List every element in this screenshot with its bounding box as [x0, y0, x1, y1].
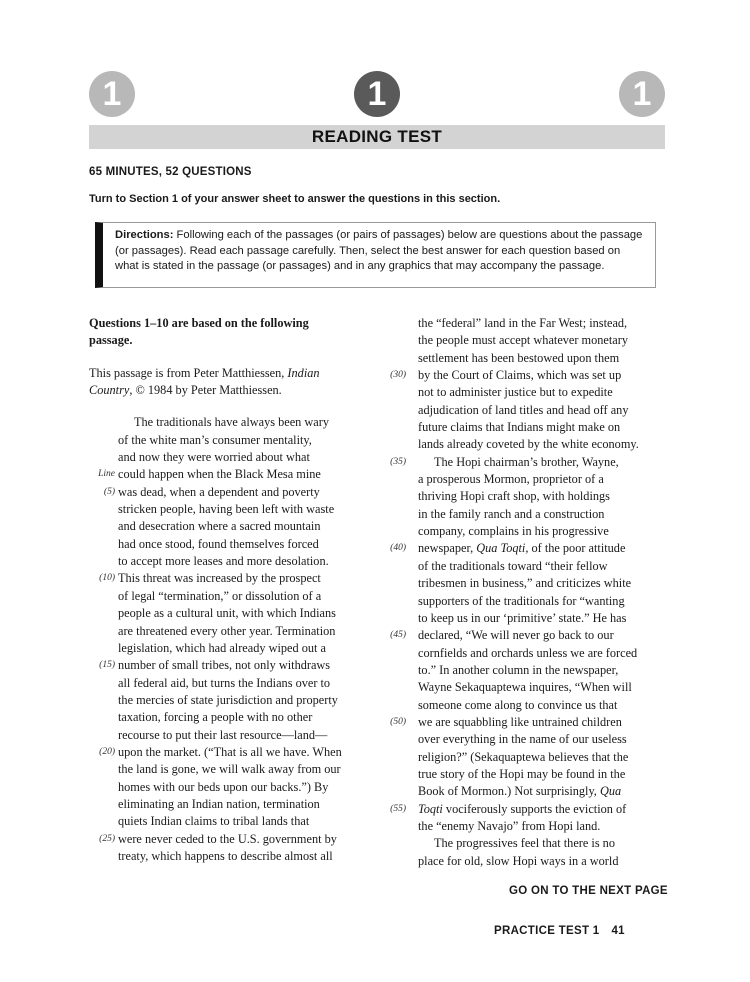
line-text: lands already coveted by the white economy.	[418, 437, 639, 452]
passage-line	[418, 402, 668, 419]
line-text: someone come along to convince us that	[418, 697, 618, 712]
line-text: over everything in the name of our useless	[418, 732, 627, 747]
section-number: 1	[632, 74, 652, 113]
line-text: could happen when the Black Mesa mine	[118, 467, 321, 482]
passage-line	[418, 749, 668, 766]
passage-source	[89, 365, 371, 400]
passage-line	[89, 501, 371, 518]
passage-line	[89, 536, 371, 553]
passage-line	[89, 848, 371, 865]
line-text: all federal aid, but turns the Indians over to	[118, 675, 331, 690]
passage-line	[89, 675, 371, 692]
passage-line	[89, 553, 371, 570]
line-text: and desecration where a sacred mountain	[118, 519, 321, 534]
line-text: legislation, which had already wiped out a	[118, 640, 326, 655]
passage-line	[418, 662, 668, 679]
passage-line	[89, 432, 371, 449]
passage-line	[89, 570, 371, 587]
line-text: people as a cultural unit, with which Indians	[118, 606, 336, 621]
line-text: to.” In another column in the newspaper,	[418, 662, 619, 677]
line-text: true story of the Hopi may be found in the	[418, 766, 626, 781]
passage-line	[89, 831, 371, 848]
line-text: and now they were worried about what	[118, 450, 310, 465]
line-number: (40)	[390, 543, 406, 554]
line-text: are threatened every other year. Termination	[118, 623, 336, 638]
passage-line	[89, 796, 371, 813]
section-badge-left	[89, 71, 135, 117]
line-number: (35)	[390, 456, 406, 467]
line-text: recourse to put their last resource—land—	[118, 727, 328, 742]
passage-line	[418, 315, 668, 332]
line-number: Line	[98, 469, 115, 480]
passage-line	[418, 731, 668, 748]
directions-label: Directions:	[115, 229, 174, 241]
source-book-title: Indian	[287, 365, 320, 380]
passage-line	[418, 679, 668, 696]
passage-line	[89, 692, 371, 709]
newspaper-title: Qua Toqti,	[476, 541, 529, 556]
line-number: (5)	[103, 486, 115, 497]
line-text: the “enemy Navajo” from Hopi land.	[418, 818, 601, 833]
line-number: (20)	[99, 746, 115, 757]
passage-line	[418, 853, 668, 870]
line-text: in the family ranch and a construction	[418, 506, 605, 521]
passage-line	[418, 766, 668, 783]
line-text: to accept more leases and more desolation.	[118, 554, 329, 569]
passage-line	[89, 709, 371, 726]
test-title-bar	[89, 125, 665, 149]
passage-column-right	[390, 315, 668, 870]
passage-line	[89, 761, 371, 778]
passage-line	[89, 623, 371, 640]
newspaper-title: Toqti	[418, 801, 443, 816]
line-text: the “federal” land in the Far West; instead,	[418, 316, 628, 330]
passage-line	[390, 367, 668, 384]
passage-line	[418, 419, 668, 436]
line-text: were never ceded to the U.S. government by	[118, 831, 337, 846]
line-text: stricken people, having been left with waste	[118, 502, 335, 517]
passage-line	[390, 540, 668, 557]
passage-line	[89, 588, 371, 605]
line-number: (25)	[99, 833, 115, 844]
line-text: quiets Indian claims to tribal lands that	[118, 814, 310, 829]
page-footer	[494, 925, 625, 937]
line-text: place for old, slow Hopi ways in a world	[418, 853, 619, 868]
passage-line	[418, 575, 668, 592]
questions-heading-line: passage.	[89, 333, 133, 348]
passage-line	[418, 697, 668, 714]
passage-line	[418, 471, 668, 488]
line-text: not to administer justice but to expedite	[418, 385, 613, 400]
passage-line	[89, 813, 371, 830]
line-text: the mercies of state jurisdiction and property	[118, 692, 338, 707]
line-text: we are squabbling like untrained children	[418, 714, 622, 729]
time-and-questions: 65 MINUTES, 52 QUESTIONS	[89, 166, 252, 178]
line-text: taxation, forcing a people with no other	[118, 710, 313, 725]
passage-text-left	[89, 414, 371, 865]
line-text: treaty, which happens to describe almost all	[118, 848, 333, 863]
line-text: supporters of the traditionals for “wanting	[418, 593, 625, 608]
line-text: settlement has been bestowed upon them	[418, 350, 620, 365]
passage-line	[418, 436, 668, 453]
answer-sheet-instruction: Turn to Section 1 of your answer sheet to answer the questions in this section.	[89, 193, 501, 205]
source-text: , © 1984 by Peter Matthiessen.	[129, 383, 282, 398]
line-text: thriving Hopi craft shop, with holdings	[418, 489, 610, 504]
line-text: cornfields and orchards unless we are forced	[418, 645, 638, 660]
line-text: future claims that Indians might make on	[418, 420, 621, 435]
questions-heading-line: Questions 1–10 are based on the following	[89, 316, 309, 330]
line-text: of the poor attitude	[528, 541, 626, 556]
passage-line	[89, 744, 371, 761]
line-text: The Hopi chairman’s brother, Wayne,	[434, 454, 619, 469]
passage-line	[89, 779, 371, 796]
passage-line	[89, 484, 371, 501]
line-text: The traditionals have always been wary	[134, 415, 329, 430]
passage-line	[89, 518, 371, 535]
line-text: company, complains in his progressive	[418, 524, 609, 539]
passage-line	[89, 657, 371, 674]
line-text: Book of Mormon.) Not surprisingly,	[418, 784, 600, 799]
line-text: This threat was increased by the prospect	[118, 571, 321, 586]
passage-line	[418, 523, 668, 540]
passage-line	[418, 506, 668, 523]
passage-line	[418, 610, 668, 627]
line-text: had once stood, found themselves forced	[118, 536, 319, 551]
passage-line	[418, 384, 668, 401]
passage-line	[89, 449, 371, 466]
source-book-title: Country	[89, 383, 130, 398]
line-number: (45)	[390, 630, 406, 641]
line-text: number of small tribes, not only withdraws	[118, 658, 331, 673]
line-text: tribesmen in business,” and criticizes white	[418, 576, 632, 591]
line-text: declared, “We will never go back to our	[418, 628, 614, 643]
line-text: adjudication of land titles and head off any	[418, 402, 629, 417]
passage-line	[89, 414, 371, 431]
passage-line	[418, 645, 668, 662]
passage-line	[418, 332, 668, 349]
line-text: by the Court of Claims, which was set up	[418, 368, 622, 383]
line-text: the people must accept whatever monetary	[418, 333, 628, 348]
source-text: This passage is from Peter Matthiessen,	[89, 365, 288, 380]
line-text: newspaper,	[418, 541, 477, 556]
line-number: (10)	[99, 573, 115, 584]
line-number: (50)	[390, 716, 406, 727]
passage-line	[418, 593, 668, 610]
passage-line	[89, 640, 371, 657]
passage-line	[418, 350, 668, 367]
passage-line	[390, 454, 668, 471]
line-number: (15)	[99, 660, 115, 671]
directions-box	[95, 222, 656, 288]
line-number: (30)	[390, 370, 406, 381]
passage-line	[390, 627, 668, 644]
directions-text: Following each of the passages (or pairs of passages) below are questions about the passage (or passages). Read each passage carefully. Then, select the best answer for each question based on what is stated in the passage (or passages) and in any graphics that may accompany the passage.	[115, 229, 643, 273]
line-text: eliminating an Indian nation, termination	[118, 796, 320, 811]
passage-line	[89, 727, 371, 744]
line-text: a prosperous Mormon, proprietor of a	[418, 472, 604, 487]
line-text: the land is gone, we will walk away from our	[118, 762, 341, 777]
test-title: READING TEST	[311, 127, 443, 146]
passage-line	[89, 466, 371, 483]
passage-line	[418, 558, 668, 575]
line-number: (55)	[390, 803, 406, 814]
line-text: of legal “termination,” or dissolution of a	[118, 588, 322, 603]
questions-heading	[89, 315, 371, 350]
passage-line	[418, 488, 668, 505]
passage-line	[418, 835, 668, 852]
line-text: upon the market. (“That is all we have. When	[118, 744, 342, 759]
section-number: 1	[367, 74, 387, 113]
newspaper-title: Qua	[599, 784, 622, 799]
line-text: of the white man’s consumer mentality,	[118, 432, 312, 447]
section-badge-center	[354, 71, 400, 117]
passage-line	[390, 801, 668, 818]
footer-test-label: PRACTICE TEST 1	[494, 925, 600, 937]
line-text: The progressives feel that there is no	[434, 836, 615, 851]
line-text: Wayne Sekaquaptewa inquires, “When will	[418, 680, 632, 695]
line-text: homes with our beds upon our backs.”) By	[118, 779, 329, 794]
passage-line	[418, 783, 668, 800]
go-on-notice: GO ON TO THE NEXT PAGE	[509, 885, 668, 897]
page-number: 41	[611, 925, 625, 937]
passage-line	[390, 714, 668, 731]
section-badge-right	[619, 71, 665, 117]
passage-line	[89, 605, 371, 622]
line-text: was dead, when a dependent and poverty	[118, 484, 320, 499]
line-text: religion?” (Sekaquaptewa believes that the	[418, 749, 629, 764]
line-text: to keep us in our ‘primitive’ state.” He has	[418, 610, 627, 625]
line-text: of the traditionals toward “their fellow	[418, 558, 608, 573]
section-number: 1	[102, 74, 122, 113]
line-text: vociferously supports the eviction of	[442, 801, 627, 816]
passage-line	[418, 818, 668, 835]
passage-column-left	[89, 315, 371, 865]
